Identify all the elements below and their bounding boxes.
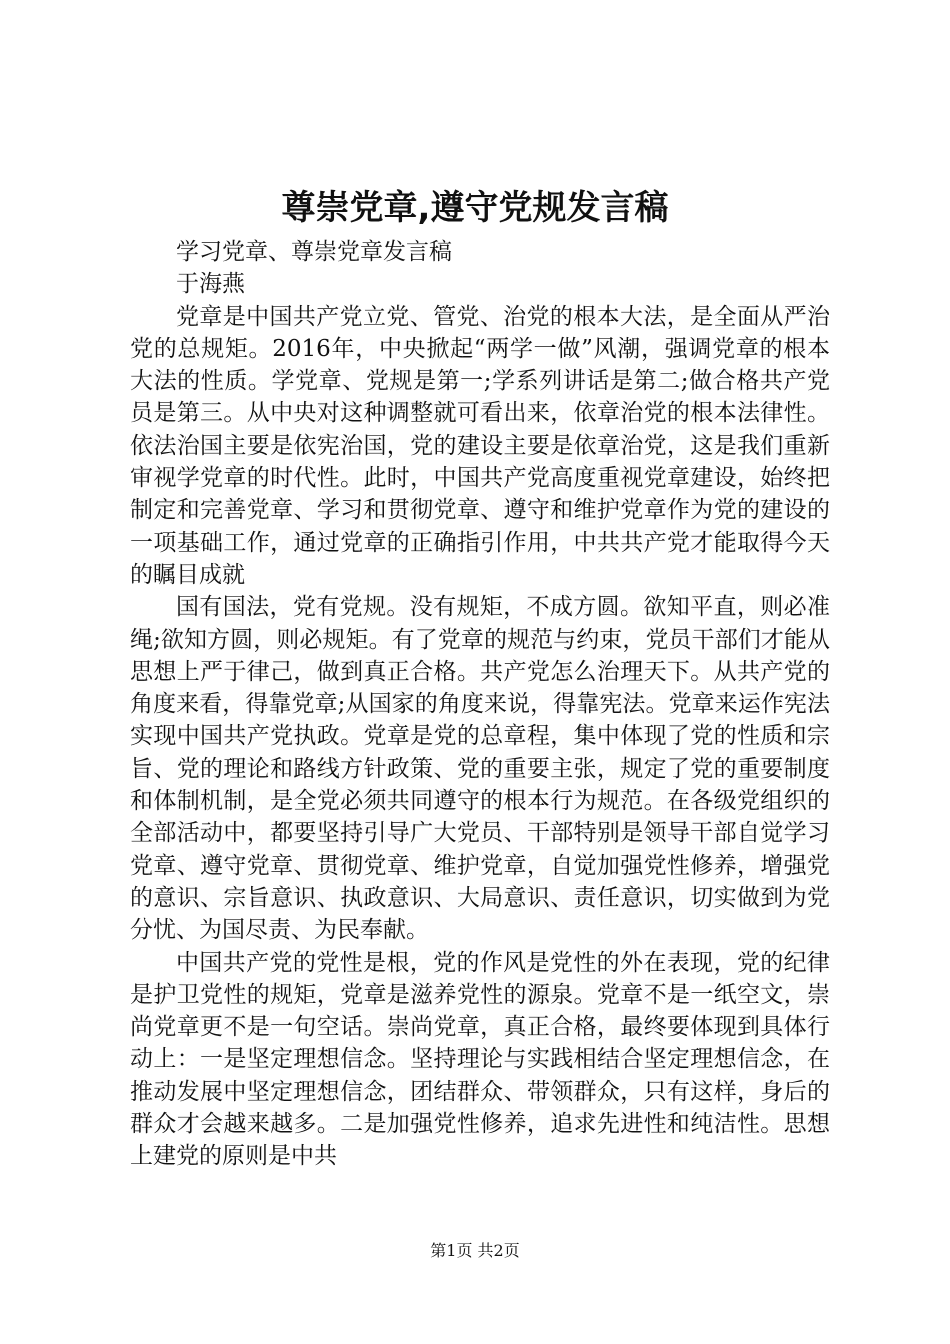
paragraph-1: 党章是中国共产党立党、管党、治党的根本大法，是全面从严治党的总规矩。2016年，中央掀起“两学一做”风潮，强调党章的根本大法的性质。学党章、党规是第一;学系列讲话是第二;做合格共产党员是第三。从中央对这种调整就可看出来，依章治党的根本法律性。依法治国主要是依宪治国，党的建设主要是依章治党，这是我们重新审视学党章的时代性。此时，中国共产党高度重视党章建设，始终把制定和完善党章、学习和贯彻党章、遵守和维护党章作为党的建设的一项基础工作，通过党章的正确指引作用，中共共产党才能取得今天的瞩目成就 (130, 303, 830, 588)
document-title: 尊崇党章,遵守党规发言稿 (281, 188, 669, 228)
document-author: 于海燕 (176, 271, 245, 298)
paragraph-2: 国有国法，党有党规。没有规矩，不成方圆。欲知平直，则必准绳;欲知方圆，则必规矩。有了党章的规范与约束，党员干部们才能从思想上严于律己，做到真正合格。共产党怎么治理天下。从共产党的角度来看，得靠党章;从国家的角度来说，得靠宪法。党章来运作宪法实现中国共产党执政。党章是党的总章程，集中体现了党的性质和宗旨、党的理论和路线方针政策、党的重要主张，规定了党的重要制度和体制机制，是全党必须共同遵守的根本行为规范。在各级党组织的全部活动中，都要坚持引导广大党员、干部特别是领导干部自觉学习党章、遵守党章、贯彻党章、维护党章，自觉加强党性修养，增强党的意识、宗旨意识、执政意识、大局意识、责任意识，切实做到为党分忧、为国尽责、为民奉献。 (130, 594, 830, 944)
paragraph-3: 中国共产党的党性是根，党的作风是党性的外在表现，党的纪律是护卫党性的规矩，党章是滋养党性的源泉。党章不是一纸空文，崇尚党章更不是一句空话。崇尚党章，真正合格，最终要体现到具体行动上：一是坚定理想信念。坚持理论与实践相结合坚定理想信念，在推动发展中坚定理想信念，团结群众、带领群众，只有这样，身后的群众才会越来越多。二是加强党性修养，追求先进性和纯洁性。思想上建党的原则是中共 (130, 949, 830, 1170)
document-body (130, 236, 830, 1173)
document-subtitle: 学习党章、尊崇党章发言稿 (176, 239, 452, 265)
page-footer: 第1页 共2页 (430, 1241, 520, 1260)
